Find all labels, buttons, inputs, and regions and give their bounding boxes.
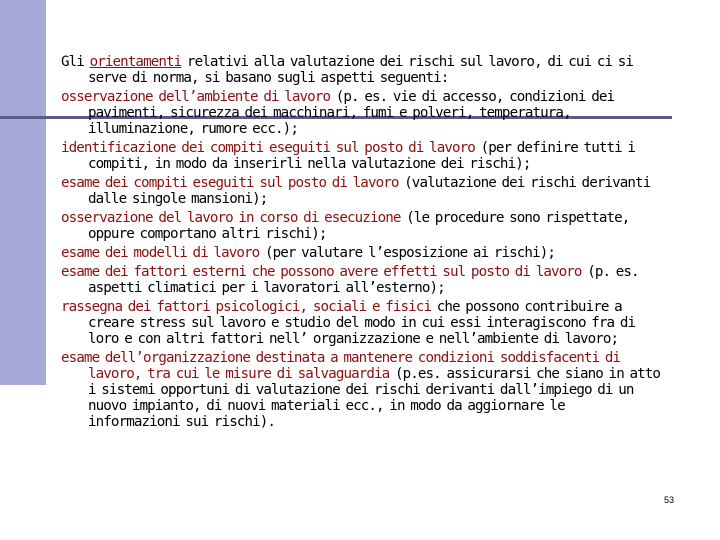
item-text: (per valutare l’esposizione ai rischi); <box>259 245 555 261</box>
item-highlight: rassegna dei fattori psicologici, sociali e fisici <box>61 299 432 315</box>
item-text: (p. es. aspetti climatici per i lavoratori all’esterno); <box>88 264 639 296</box>
page-number: 53 <box>664 495 675 505</box>
item-highlight: esame dei fattori esterni che possono avere effetti sul posto di lavoro <box>61 264 582 280</box>
item-highlight: osservazione dell’ambiente di lavoro <box>61 89 331 105</box>
list-item <box>61 175 661 207</box>
intro-lead: Gli <box>61 54 90 70</box>
intro-underlined-term: orientamenti <box>89 54 182 70</box>
item-text: (p. es. vie di accesso, condizioni dei pavimenti, sicurezza dei macchinari, fumi e polveri, temperatura, illuminazione, rumore ecc.); <box>88 89 615 137</box>
item-highlight: esame dei modelli di lavoro <box>61 245 260 261</box>
item-highlight: esame dei compiti eseguiti sul posto di lavoro <box>61 175 399 191</box>
item-text: (valutazione dei rischi derivanti dalle singole mansioni); <box>88 175 651 207</box>
list-item <box>61 245 661 261</box>
decorative-side-bar <box>0 0 46 385</box>
list-item <box>61 89 661 137</box>
list-item <box>61 299 661 347</box>
item-text: (p.es. assicurarsi che siano in atto i sistemi opportuni di valutazione dei rischi derivanti dall’impiego di un nuovo impianto, di nuovi materiali ecc., in modo da aggiornare le informazioni sui rischi). <box>88 366 661 430</box>
item-text: che possono contribuire a creare stress sul lavoro e studio del modo in cui essi interagiscono fra di loro e con altri fattori nell’ organizzazione e nell’ambiente di lavoro; <box>88 299 636 347</box>
intro-rest: relativi alla valutazione dei rischi sul lavoro, di cui ci si serve di norma, si basano sugli aspetti seguenti: <box>88 54 634 86</box>
intro-paragraph <box>61 54 661 86</box>
item-text: (per definire tutti i compiti, in modo da inserirli nella valutazione dei rischi); <box>88 140 636 172</box>
list-item <box>61 264 661 296</box>
list-item <box>61 210 661 242</box>
item-text: (le procedure sono rispettate, oppure comportano altri rischi); <box>88 210 630 242</box>
list-item <box>61 140 661 172</box>
slide-body <box>61 54 661 433</box>
item-highlight: osservazione del lavoro in corso di esecuzione <box>61 210 401 226</box>
item-highlight: identificazione dei compiti eseguiti sul posto di lavoro <box>61 140 475 156</box>
item-highlight: esame dell’organizzazione destinata a mantenere condizioni soddisfacenti di lavoro, tra cui le misure di salvaguardia <box>61 350 621 382</box>
list-item <box>61 350 661 430</box>
